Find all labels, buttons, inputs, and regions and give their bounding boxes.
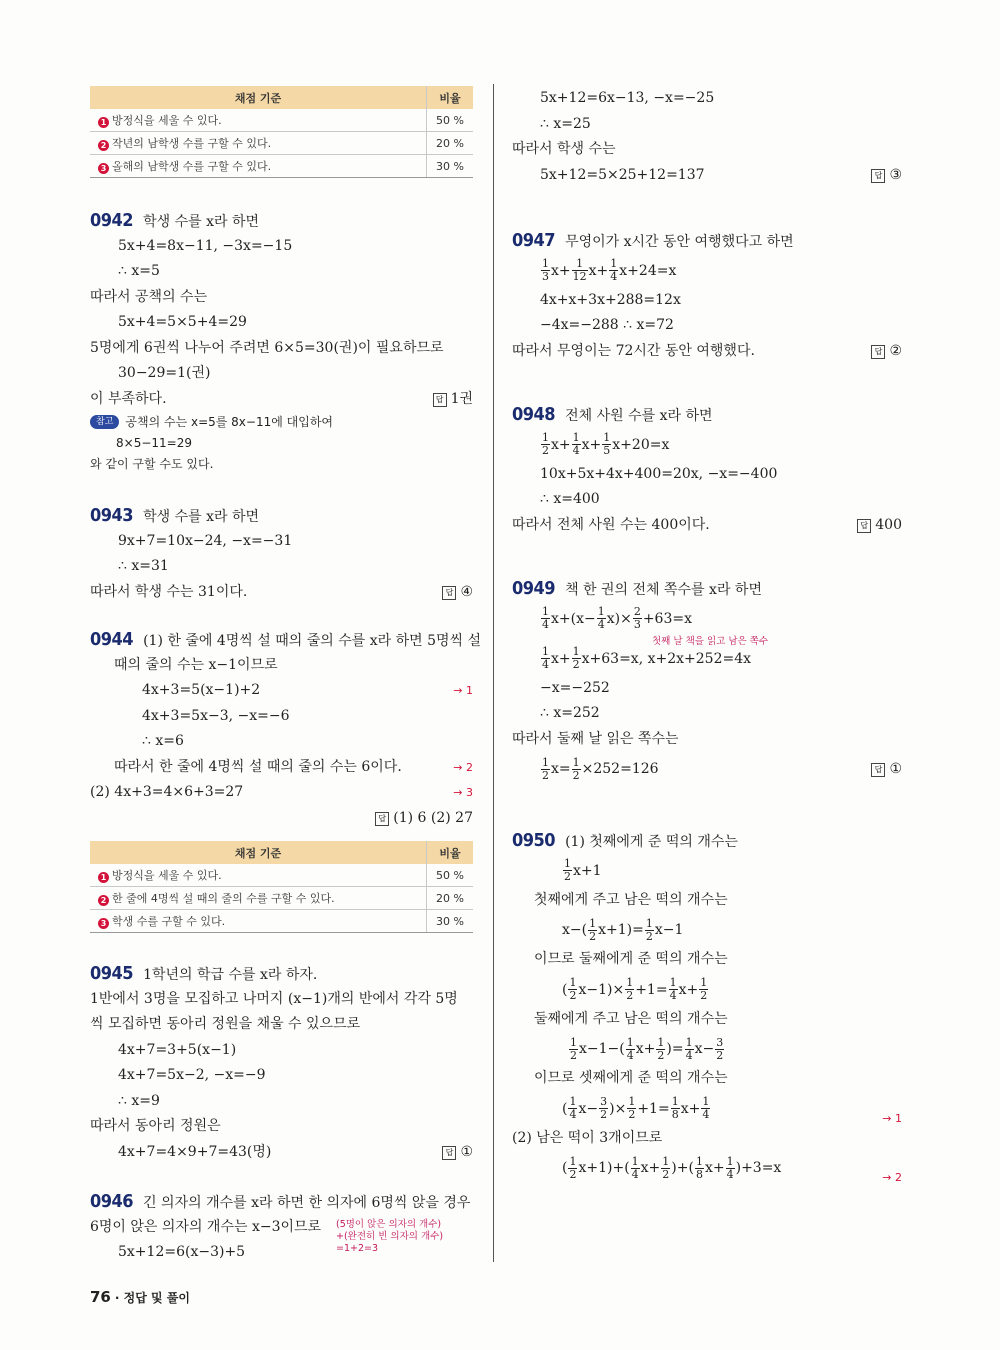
step-marker: → 2 <box>453 760 473 774</box>
answer-text: (1) 6 (2) 27 <box>393 809 473 826</box>
solution-line: 따라서 공책의 수는 <box>90 288 208 305</box>
equation-line: 4x+x+3x+288=12x <box>540 291 681 308</box>
grading-header-ratio: 비율 <box>427 86 474 109</box>
answer-mark <box>871 752 902 786</box>
solution-line: 따라서 한 줄에 4명씩 설 때의 줄의 수는 6이다. <box>114 758 402 775</box>
equation-line: ∴ x=6 <box>142 733 184 749</box>
criteria-text: 방정식을 세울 수 있다. <box>112 869 222 882</box>
criteria-text: 올해의 남학생 수를 구할 수 있다. <box>112 160 272 173</box>
grading-header-criteria: 채점 기준 <box>90 86 427 109</box>
criteria-text: 학생 수를 구할 수 있다. <box>112 915 226 928</box>
table-row <box>90 887 473 910</box>
solution-line: 이므로 둘째에게 준 떡의 개수는 <box>534 951 728 967</box>
step-marker: → 1 <box>882 1111 902 1125</box>
solution-line: 전체 사원 수를 x라 하면 <box>565 408 713 424</box>
answer-mark <box>442 580 473 606</box>
ratio-cell: 20 % <box>427 132 474 155</box>
equation-line: $\frac{1}{4}$ x+(x− $\frac{1}{4}$ x)× $\frac{2}{3}$ +63=x <box>542 605 692 631</box>
equation-line: $\frac{1}{2}$ x−1−( $\frac{1}{4}$ x+ $\frac{1}{2}$ )= $\frac{1}{4}$ x− $\frac{3}{2}$ <box>570 1035 724 1062</box>
ratio-cell: 30 % <box>427 910 474 933</box>
step-badge: 2 <box>98 140 109 151</box>
grading-header-ratio: 비율 <box>427 841 474 864</box>
equation-line: 5x+4=8x−11, −3x=−15 <box>118 237 293 254</box>
problem-0945 <box>90 961 473 1165</box>
table-row <box>90 109 473 132</box>
problem-0947 <box>512 228 902 364</box>
note-line: 8×5−11=29 <box>116 436 192 450</box>
equation-line: 4x+7=4×9+7=43(명) <box>118 1143 272 1160</box>
solution-line: 따라서 무영이는 72시간 동안 여행했다. <box>512 342 755 359</box>
grading-table-2 <box>90 841 473 933</box>
problem-number: 0944 <box>90 629 134 650</box>
answer-text: 1권 <box>450 390 473 407</box>
ratio-cell: 50 % <box>427 864 474 887</box>
solution-line: 따라서 동아리 정원은 <box>90 1118 221 1134</box>
solution-line: 이 부족하다. <box>90 390 167 407</box>
table-row <box>90 155 473 178</box>
equation-line: $\frac{1}{2}$ x= $\frac{1}{2}$ ×252=126 답 ① <box>512 752 902 786</box>
solution-line: 학생 수를 x라 하면 <box>143 509 259 525</box>
annotation-line: +(완전히 빈 의자의 개수) <box>336 1231 444 1242</box>
solution-line: 때의 줄의 수는 x−1이므로 <box>114 656 278 673</box>
answer-icon: 답 <box>433 393 447 407</box>
equation-line: ∴ x=25 <box>540 115 591 132</box>
equation-line: ∴ x=400 <box>540 491 600 507</box>
problem-0949 <box>512 576 902 786</box>
equation-line: 4x+3=5x−3, −x=−6 <box>142 707 290 724</box>
solution-line: 둘째에게 주고 남은 떡의 개수는 <box>534 1010 728 1027</box>
answer-text: ④ <box>460 583 473 600</box>
ratio-cell: 50 % <box>427 109 474 132</box>
equation-line: 5x+12=6(x−3)+5 <box>118 1244 246 1260</box>
page-footer <box>90 1288 190 1306</box>
solution-line: 씩 모집하면 동아리 정원을 채울 수 있으므로 <box>90 1016 361 1032</box>
answer-mark <box>871 163 902 189</box>
answer-text: ③ <box>889 166 902 183</box>
note-line: 공책의 수는 x=5를 8x−11에 대입하여 <box>125 415 334 429</box>
solution-line: 6명이 앉은 의자의 개수는 x−3이므로 <box>90 1218 322 1235</box>
problem-0942 <box>90 208 473 475</box>
solution-line: 책 한 권의 전체 쪽수를 x라 하면 <box>565 582 762 598</box>
answer-text: 400 <box>875 516 902 533</box>
annotation-line: =1+2=3 <box>336 1243 379 1254</box>
equation-line: 9x+7=10x−24, −x=−31 <box>118 532 293 549</box>
problem-number: 0950 <box>512 830 556 851</box>
solution-line: 1학년의 학급 수를 x라 하자. <box>143 967 318 983</box>
note-line: 와 같이 구할 수도 있다. <box>90 457 214 471</box>
solution-line: 이므로 셋째에게 준 떡의 개수는 <box>534 1070 728 1086</box>
step-badge: 3 <box>98 918 109 929</box>
solution-line: 따라서 학생 수는 31이다. <box>90 583 248 600</box>
equation-line: ( $\frac{1}{4}$ x− $\frac{3}{2}$ )× $\frac{1}{2}$ +1= $\frac{1}{8}$ x+ $\frac{1}{4}$ → 1 <box>512 1092 902 1126</box>
problem-number: 0946 <box>90 1191 134 1212</box>
equation-line: −4x=−288 ∴ x=72 <box>540 317 674 333</box>
solution-line: 따라서 전체 사원 수는 400이다. <box>512 516 710 533</box>
problem-0948 <box>512 402 902 538</box>
solution-line: 따라서 학생 수는 <box>512 141 616 157</box>
criteria-text: 방정식을 세울 수 있다. <box>112 114 222 127</box>
solution-line: (2) 남은 떡이 3개이므로 <box>512 1129 663 1146</box>
problem-0944 <box>90 627 482 831</box>
criteria-text: 한 줄에 4명씩 설 때의 줄의 수를 구할 수 있다. <box>112 892 335 905</box>
equation-line: −x=−252 <box>540 679 610 696</box>
grading-table-1 <box>90 86 473 178</box>
answer-icon: 답 <box>442 586 456 600</box>
criteria-text: 작년의 남학생 수를 구할 수 있다. <box>112 137 272 150</box>
problem-number: 0947 <box>512 230 556 251</box>
ratio-cell: 30 % <box>427 155 474 178</box>
solution-line: (1) 첫째에게 준 떡의 개수는 <box>565 834 738 850</box>
step-badge: 3 <box>98 163 109 174</box>
answer-mark <box>375 806 473 832</box>
solution-line: 5명에게 6권씩 나누어 주려면 6×5=30(권)이 필요하므로 <box>90 339 444 356</box>
problem-0946-continued <box>512 86 902 188</box>
solution-line: 무영이가 x시간 동안 여행했다고 하면 <box>565 234 794 250</box>
problem-number: 0943 <box>90 505 134 526</box>
answer-text: ① <box>889 761 902 777</box>
problem-number: 0948 <box>512 404 556 425</box>
equation-line: 5x+4=5×5+4=29 <box>118 314 247 330</box>
equation-line: 5x+12=5×25+12=137 <box>540 166 705 183</box>
equation-line: x−( $\frac{1}{2}$ x+1)= $\frac{1}{2}$ x−1 <box>562 916 684 943</box>
answer-mark <box>871 339 902 365</box>
answer-text: ① <box>460 1143 473 1160</box>
equation-line: $\frac{1}{2}$ x+1 <box>564 857 602 883</box>
step-marker: → 2 <box>882 1171 902 1184</box>
solution-line: 긴 의자의 개수를 x라 하면 한 의자에 6명씩 앉을 경우 <box>143 1195 471 1211</box>
right-column <box>512 86 902 1185</box>
left-column <box>90 86 482 1266</box>
equation-line: (2) 4x+3=4×6+3=27 <box>90 784 244 800</box>
page-number: 76 <box>90 1288 111 1306</box>
solution-line: (1) 한 줄에 4명씩 설 때의 줄의 수를 x라 하면 5명씩 설 <box>143 633 482 649</box>
equation-line: 4x+7=5x−2, −x=−9 <box>118 1067 266 1083</box>
solution-line: 따라서 둘째 날 읽은 쪽수는 <box>512 730 679 747</box>
equation-line: 4x+3=5(x−1)+2 <box>142 682 261 698</box>
equation-line: ∴ x=252 <box>540 705 600 721</box>
answer-icon: 답 <box>871 763 885 777</box>
answer-icon: 답 <box>857 519 871 533</box>
side-annotation <box>336 1219 443 1255</box>
column-divider <box>493 84 494 1262</box>
answer-mark <box>857 513 902 539</box>
equation-line: 4x+7=3+5(x−1) <box>118 1041 237 1058</box>
step-badge: 2 <box>98 895 109 906</box>
answer-mark <box>442 1140 473 1166</box>
equation-line: $\frac{1}{3}$ x+ $\frac{1}{12}$ x+ $\frac{1}{4}$ x+24=x <box>542 257 677 283</box>
solution-line: 1반에서 3명을 모집하고 나머지 (x−1)개의 반에서 각각 5명 <box>90 990 458 1007</box>
equation-line: $\frac{1}{2}$ x+ $\frac{1}{4}$ x+ $\frac{1}{5}$ x+20=x <box>542 431 670 457</box>
step-badge: 1 <box>98 872 109 883</box>
equation-line: ∴ x=31 <box>118 558 169 574</box>
answer-icon: 답 <box>442 1146 456 1160</box>
problem-number: 0942 <box>90 210 134 231</box>
problem-0943 <box>90 503 473 605</box>
equation-line: 30−29=1(권) <box>118 365 211 381</box>
side-annotation: 첫째 날 책을 읽고 남은 쪽수 <box>652 636 769 647</box>
table-row <box>90 910 473 933</box>
grading-header-criteria: 채점 기준 <box>90 841 427 864</box>
solution-line: 첫째에게 주고 남은 떡의 개수는 <box>534 891 728 908</box>
equation-line: ∴ x=9 <box>118 1092 160 1109</box>
equation-line: ∴ x=5 <box>118 263 160 279</box>
answer-mark <box>433 387 473 413</box>
ratio-cell: 20 % <box>427 887 474 910</box>
note-tag: 참고 <box>90 415 119 429</box>
equation-line: $\frac{1}{4}$ x+ $\frac{1}{2}$ x+63=x, x+2x+252=4x <box>542 645 752 671</box>
problem-0950 <box>512 828 902 1185</box>
step-marker: → 3 <box>453 786 473 799</box>
solution-line: 학생 수를 x라 하면 <box>143 214 259 230</box>
answer-icon: 답 <box>871 345 885 359</box>
table-row <box>90 864 473 887</box>
answer-icon: 답 <box>871 169 885 183</box>
answer-icon: 답 <box>375 812 389 826</box>
footer-label: · 정답 및 풀이 <box>114 1291 190 1305</box>
equation-line: 5x+12=6x−13, −x=−25 <box>540 90 715 106</box>
equation-line: 10x+5x+4x+400=20x, −x=−400 <box>540 465 778 482</box>
problem-0946 <box>90 1189 473 1266</box>
step-badge: 1 <box>98 117 109 128</box>
step-marker: → 1 <box>453 684 473 697</box>
answer-text: ② <box>889 342 902 359</box>
table-row <box>90 132 473 155</box>
problem-number: 0949 <box>512 578 556 599</box>
equation-line: ( $\frac{1}{2}$ x−1)× $\frac{1}{2}$ +1= $\frac{1}{4}$ x+ $\frac{1}{2}$ <box>562 976 708 1002</box>
equation-line: ( $\frac{1}{2}$ x+1)+( $\frac{1}{4}$ x+ $\frac{1}{2}$ )+( $\frac{1}{8}$ x+ $\frac{1}{4}$ )+3=x → 2 <box>512 1151 902 1185</box>
problem-number: 0945 <box>90 963 134 984</box>
annotation-line: (5명이 앉은 의자의 개수) <box>336 1219 442 1230</box>
